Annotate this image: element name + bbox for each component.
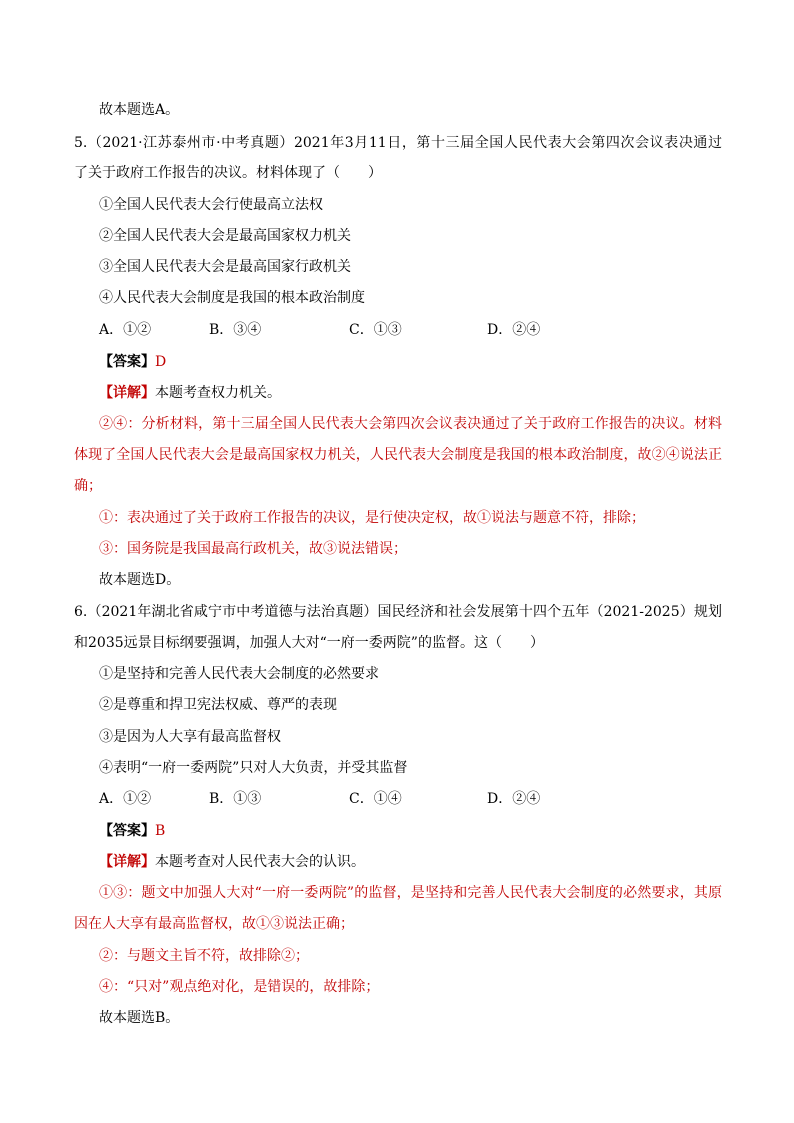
q6-stem-line2: 和2035远景目标纲要强调，加强人大对“一府一委两院”的监督。这（ ） — [74, 635, 544, 651]
q5-option-d: D．②④ — [487, 322, 541, 338]
q5-statement-1: ①全国人民代表大会行使最高立法权 — [99, 197, 323, 213]
q5-answer-label: 【答案】 — [99, 354, 155, 370]
q5-detail-label: 【详解】 — [99, 385, 155, 401]
q6-detail — [99, 852, 365, 872]
prev-conclusion: 故本题选A。 — [99, 102, 180, 118]
q6-options — [99, 789, 579, 809]
q6-answer-value: B — [155, 823, 166, 839]
q5-explain-1-line3: 确； — [74, 478, 102, 494]
q5-conclusion: 故本题选D。 — [99, 572, 181, 588]
q5-explain-2: ①：表决通过了关于政府工作报告的决议，是行使决定权，故①说法与题意不符，排除； — [99, 510, 645, 526]
q6-explain-3: ④：“只对”观点绝对化，是错误的，故排除； — [99, 979, 380, 995]
q6-explain-2: ②：与题文主旨不符，故排除②； — [99, 948, 309, 964]
q6-answer — [99, 821, 165, 841]
q5-statement-3: ③全国人民代表大会是最高国家行政机关 — [99, 259, 351, 275]
q6-detail-label: 【详解】 — [99, 854, 155, 870]
q5-stem-line1: 5.（2021·江苏泰州市·中考真题）2021年3月11日，第十三届全国人民代表大会第四次会议表决通过 — [74, 135, 722, 151]
q6-explain-1-line1: ①③：题文中加强人大对“一府一委两院”的监督，是坚持和完善人民代表大会制度的必然要求，其原 — [99, 885, 722, 901]
q6-statement-3: ③是因为人大享有最高监督权 — [99, 729, 281, 745]
q5-option-c: C．①③ — [349, 322, 402, 338]
q5-option-b: B．③④ — [209, 322, 262, 338]
q6-option-c: C．①④ — [349, 791, 402, 807]
q5-options — [99, 320, 579, 340]
q6-option-a: A．①② — [99, 791, 152, 807]
q5-explain-3: ③：国务院是我国最高行政机关，故③说法错误； — [99, 541, 407, 557]
q6-statement-4: ④表明“一府一委两院”只对人大负责，并受其监督 — [99, 760, 408, 776]
q5-answer-value: D — [155, 354, 167, 370]
q6-option-b: B．①③ — [209, 791, 262, 807]
q6-option-d: D．②④ — [487, 791, 541, 807]
q6-explain-1-line2: 因在人大享有最高监督权，故①③说法正确； — [74, 916, 354, 932]
q6-statement-2: ②是尊重和捍卫宪法权威、尊严的表现 — [99, 697, 337, 713]
q5-statement-4: ④人民代表大会制度是我国的根本政治制度 — [99, 290, 365, 306]
q5-option-a: A．①② — [99, 322, 152, 338]
q6-stem-line1: 6.（2021年湖北省咸宁市中考道德与法治真题）国民经济和社会发展第十四个五年（2021-2025）规划 — [74, 604, 722, 620]
q5-answer — [99, 352, 166, 372]
q6-answer-label: 【答案】 — [99, 823, 155, 839]
q5-explain-1-line1: ②④：分析材料，第十三届全国人民代表大会第四次会议表决通过了关于政府工作报告的决议。材料 — [99, 416, 722, 432]
q6-statement-1: ①是坚持和完善人民代表大会制度的必然要求 — [99, 666, 379, 682]
q6-conclusion: 故本题选B。 — [99, 1010, 180, 1026]
q5-statement-2: ②全国人民代表大会是最高国家权力机关 — [99, 228, 351, 244]
q5-detail-text: 本题考查权力机关。 — [155, 385, 281, 401]
q5-explain-1-line2: 体现了全国人民代表大会是最高国家权力机关，人民代表大会制度是我国的根本政治制度，故②④说法正 — [74, 447, 722, 463]
q5-stem-line2: 了关于政府工作报告的决议。材料体现了（ ） — [74, 165, 382, 181]
q6-detail-text: 本题考查对人民代表大会的认识。 — [155, 854, 365, 870]
q5-detail — [99, 383, 281, 403]
